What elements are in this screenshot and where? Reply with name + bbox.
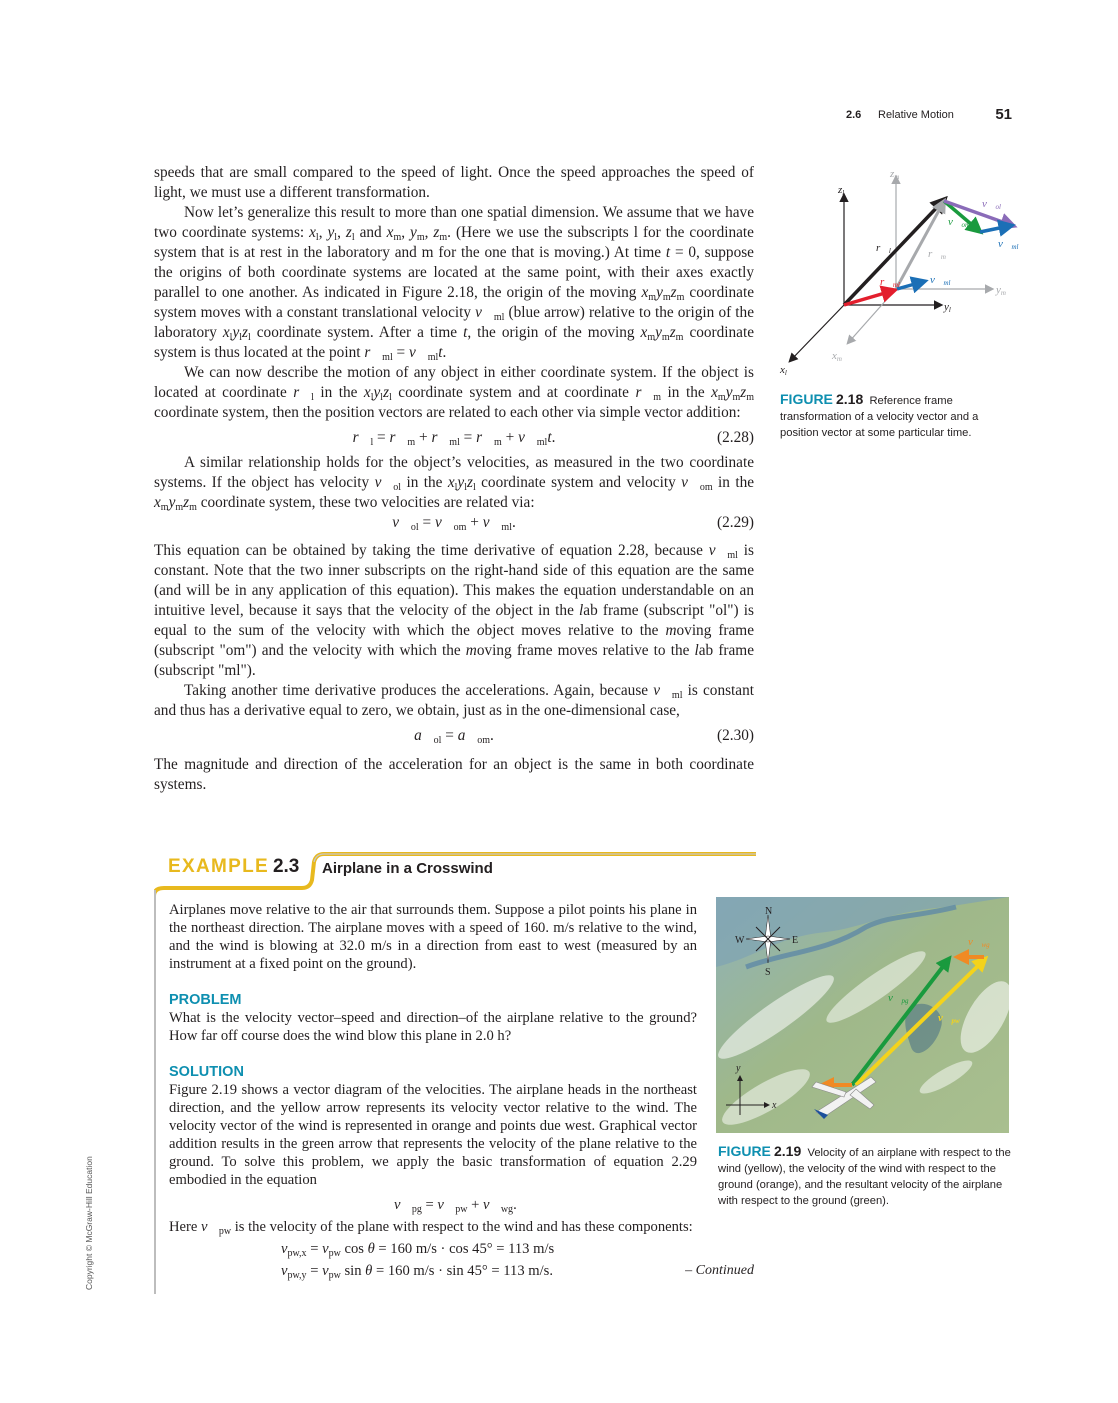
paragraph-1: speeds that are small compared to the speed of light. Once the speed approaches the speed of light, we must use a different transformation. [154, 164, 754, 201]
example-left-rule [154, 890, 156, 1294]
paragraph-2: Now let’s generalize this result to more than one spatial dimension. We assume that we have two coordinate systems: $x_l$, $y_l$, $z_l$ and $x_m$, $y_m$, $z_m$. (Here we use the subscripts l for the coordinate system that is at rest in the laboratory and m for the one that is moving.) At time t = 0, suppose the origins of both coordinate systems are located at the same point, with their axes exactly parallel to one another. As indicated in Figure 2.18, the origin of the moving $x_my_mz_m$ coordinate system moves with a constant translational velocity $v⃗_{ml}$ (blue arrow) relative to the origin of the laboratory $x_ly_lz_l$ coordinate system. After a time t, the origin of the moving $x_my_mz_m$ coordinate system is thus located at the point $r⃗_{ml}$ = $v⃗_{ml}t$. [154, 204, 754, 363]
svg-text:v⃗pw: v⃗pw [938, 1012, 960, 1025]
svg-text:E: E [792, 935, 799, 946]
here-line: Here $v⃗_{pw}$ is the velocity of the plane with respect to the wind and has these components: [169, 1219, 693, 1237]
svg-text:v⃗ml: v⃗ml [998, 238, 1019, 251]
example-title: Airplane in a Crosswind [322, 860, 493, 877]
svg-text:r⃗m: r⃗m [928, 248, 946, 261]
equation-2-30: $a⃗_{ol}$ = $a⃗_{om}$. (2.30) [414, 727, 754, 746]
figure-label: FIGURE [780, 391, 833, 407]
equation-number: (2.28) [717, 429, 754, 446]
svg-text:r⃗ml: r⃗ml [880, 276, 900, 289]
svg-text:v⃗ol: v⃗ol [982, 198, 1001, 211]
figure-2-19-caption [718, 1143, 1016, 1209]
svg-text:xm: xm [832, 350, 842, 363]
continued-label: – Continued [685, 1263, 754, 1278]
equation-number: (2.29) [717, 514, 754, 531]
figure-2-19-photo [716, 897, 1009, 1133]
svg-text:zl: zl [838, 184, 845, 197]
svg-text:v⃗wg: v⃗wg [968, 936, 990, 949]
svg-text:v⃗ml: v⃗ml [930, 274, 951, 287]
figure-caption-text: Velocity of an airplane with respect to the wind (yellow), the velocity of the wind with respect to the ground (orange), and the resultant velocity of the airplane with respect to the ground (green). [718, 1147, 1011, 1207]
figure-2-18-diagram [776, 165, 1026, 385]
example-label: EXAMPLE 2.3 [168, 856, 300, 877]
svg-text:y: y [736, 1063, 741, 1074]
svg-text:S: S [765, 967, 771, 978]
example-body [169, 901, 697, 1189]
equation-2-29: $v⃗_{ol}$ = $v⃗_{om}$ + $v⃗_{ml}$. (2.29) [392, 514, 754, 533]
equation-2-28: $r⃗_l$ = $r⃗_m$ + $r⃗_{ml}$ = $r⃗_m$ + $v⃗_{ml}t$. (2.28) [352, 429, 754, 448]
equation-number: (2.30) [717, 727, 754, 744]
running-head [846, 106, 1016, 128]
svg-text:ym: ym [996, 284, 1006, 297]
problem-text: What is the velocity vector–speed and direction–of the airplane relative to the ground? How far off course does the wind blow this plane in 2.0 h? [169, 1010, 697, 1044]
equation-vpw-y: $v_{pw,y} = v_{pw}$ sin θ = 160 m/s · sin 45° = 113 m/s. – Continued [281, 1263, 754, 1281]
example-equations [169, 1196, 754, 1284]
svg-text:zm: zm [890, 168, 900, 181]
svg-text:r⃗l: r⃗l [876, 242, 891, 255]
copyright-notice: Copyright © McGraw-Hill Education [84, 1156, 94, 1290]
section-title: Relative Motion [878, 109, 954, 121]
svg-text:yl: yl [944, 301, 951, 314]
example-header [154, 852, 756, 898]
example-number: 2.3 [272, 856, 300, 877]
section-number: 2.6 [846, 109, 862, 121]
svg-text:v⃗pg: v⃗pg [888, 992, 909, 1005]
svg-text:v⃗om: v⃗om [948, 216, 971, 229]
paragraph-4: A similar relationship holds for the object’s velocities, as measured in the two coordinate systems. If the object has velocity $v⃗_{ol}$ in the $x_ly_lz_l$ coordinate system and velocity $v⃗_{om}$ in the $x_my_mz_m$ coordinate system, these two velocities are related via: [154, 454, 755, 513]
paragraph-6: Taking another time derivative produces the accelerations. Again, because $v⃗_{ml}$ is constant and thus has a derivative equal to zero, we obtain, just as in the one-dimensional case, [154, 682, 754, 719]
main-text-column [154, 163, 754, 795]
equation-vpw-x: $v_{pw,x} = v_{pw}$ cos θ = 160 m/s · cos 45° = 113 m/s [281, 1241, 555, 1259]
example-intro: Airplanes move relative to the air that surrounds them. Suppose a pilot points his plane in the northeast direction. The airplane moves with a speed of 160. m/s relative to the wind, and the wind is blowing at 32.0 m/s in a direction from east to west (measured by an instrument at a fixed point on the ground). [169, 902, 697, 972]
equation-vpg: $v⃗_{pg}$ = $v⃗_{pw}$ + $v⃗_{wg}$. [394, 1197, 517, 1215]
paragraph-3: We can now describe the motion of any object in either coordinate system. If the object is located at coordinate $r⃗_l$ in the $x_ly_lz_l$ coordinate system and at coordinate $r⃗_m$ in the $x_my_mz_m$ coordinate system, then the position vectors are related to each other via simple vector addition: [154, 364, 755, 421]
page-number: 51 [995, 106, 1012, 123]
svg-text:W: W [735, 935, 745, 946]
figure-caption-text: Reference frame transformation of a velocity vector and a position vector at some particular time. [780, 395, 979, 439]
figure-number: 2.19 [774, 1143, 802, 1159]
figure-number: 2.18 [836, 391, 864, 407]
paragraph-5: This equation can be obtained by taking the time derivative of equation 2.28, because $v⃗_{ml}$ is constant. Note that the two inner subscripts on the right-hand side of this equation are the same (and will be in any application of this equation). This makes the equation understandable on an intuitive level, because it says that the velocity of the object in the lab frame (subscript "ol") is equal to the sum of the velocity with which the object moves relative to the moving frame (subscript "om") and the velocity with which the moving frame moves relative to the lab frame (subscript "ml"). [154, 542, 754, 679]
svg-text:N: N [765, 906, 773, 917]
figure-2-18-caption [780, 391, 1010, 441]
figure-label: FIGURE [718, 1143, 771, 1159]
solution-heading: SOLUTION [169, 1064, 244, 1080]
svg-text:xl: xl [780, 364, 787, 377]
svg-text:x: x [772, 1100, 777, 1111]
solution-text: Figure 2.19 shows a vector diagram of the velocities. The airplane heads in the northeast direction, and the yellow arrow represents its velocity vector relative to the wind. The velocity vector of the wind is represented in orange and points due west. Graphical vector addition results in the green arrow that represents the velocity of the plane relative to the ground. To solve this problem, we apply the basic transformation of equation 2.29 embodied in the equation [169, 1082, 697, 1188]
paragraph-7: The magnitude and direction of the acceleration for an object is the same in both coordinate systems. [154, 756, 754, 793]
problem-heading: PROBLEM [169, 992, 242, 1008]
